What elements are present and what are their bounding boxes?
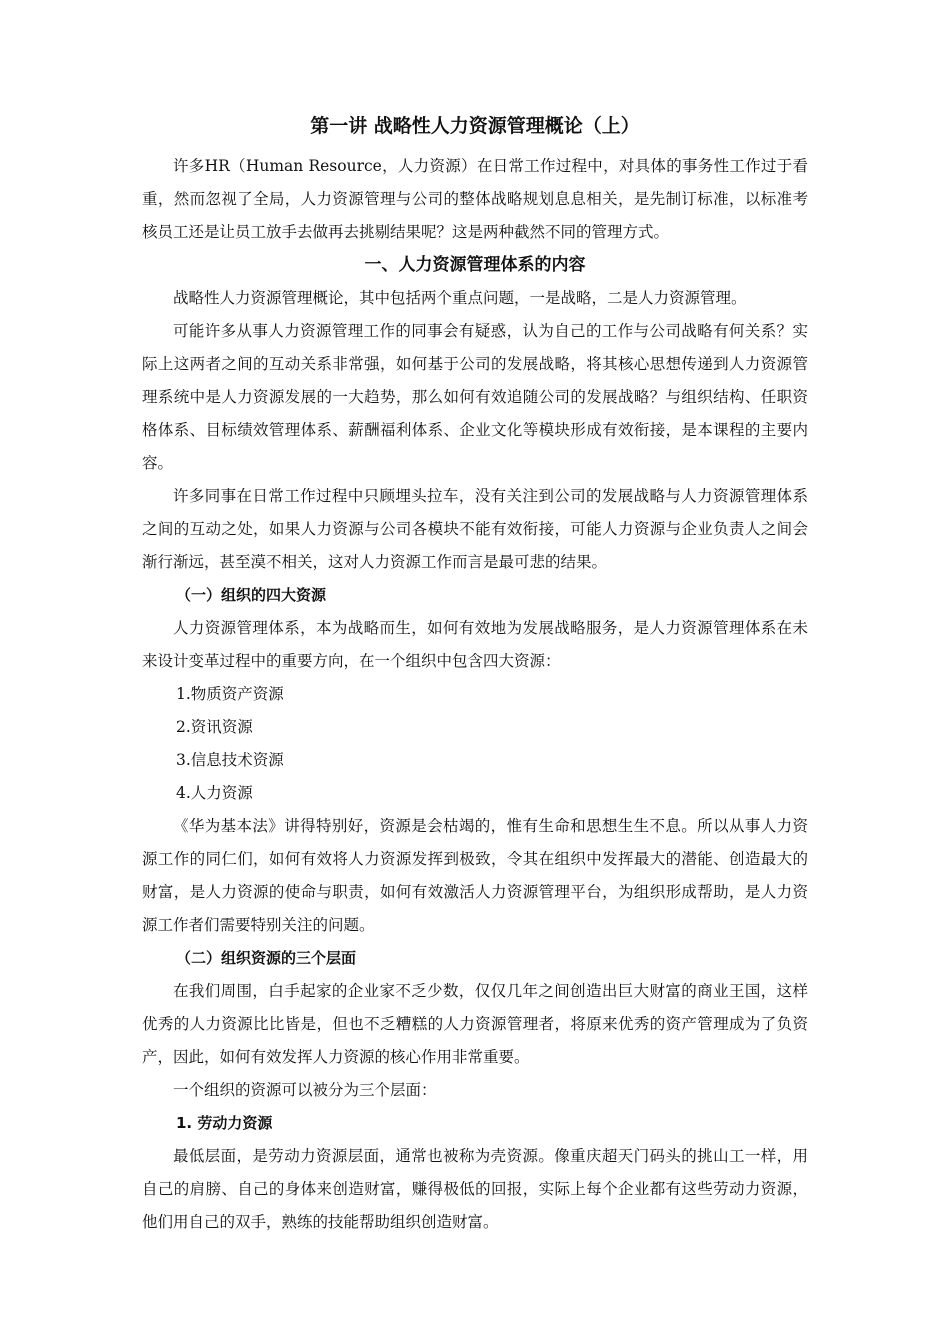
- list-item: 4.人力资源: [176, 784, 253, 802]
- list-item: 1.物质资产资源: [176, 685, 284, 703]
- subheading-four-resources: （一）组织的四大资源: [176, 586, 327, 604]
- document-title: 第一讲 战略性人力资源管理概论（上）: [310, 115, 640, 137]
- paragraph: 战略性人力资源管理概论，其中包括两个重点问题，一是战略，二是人力资源管理。: [173, 289, 747, 307]
- section-heading-1: 一、人力资源管理体系的内容: [364, 255, 586, 275]
- paragraph: 在我们周围，白手起家的企业家不乏少数，仅仅几年之间创造出巨大财富的商业王国，这样优秀的人力资源比比皆是，但也不乏糟糕的人力资源管理者，将原来优秀的资产管理成为了负资产，因此，如何有效发挥人力资源的核心作用非常重要。: [142, 982, 808, 1066]
- intro-paragraph: 许多HR（Human Resource，人力资源）在日常工作过程中，对具体的事务性工作过于看重，然而忽视了全局，人力资源管理与公司的整体战略规划息息相关，是先制订标准，以标准考核员工还是让员工放手去做再去挑剔结果呢？这是两种截然不同的管理方式。: [142, 157, 808, 241]
- paragraph: 可能许多从事人力资源管理工作的同事会有疑惑，认为自己的工作与公司战略有何关系？实际上这两者之间的互动关系非常强，如何基于公司的发展战略，将其核心思想传递到人力资源管理系统中是人力资源发展的一大趋势，那么如何有效追随公司的发展战略？与组织结构、任职资格体系、目标绩效管理体系、薪酬福利体系、企业文化等模块形成有效衔接，是本课程的主要内容。: [142, 322, 808, 472]
- subheading-three-levels: （二）组织资源的三个层面: [176, 949, 357, 967]
- list-item: 3.信息技术资源: [176, 751, 284, 769]
- paragraph: 最低层面，是劳动力资源层面，通常也被称为壳资源。像重庆超天门码头的挑山工一样，用自己的肩膀、自己的身体来创造财富，赚得极低的回报，实际上每个企业都有这些劳动力资源，他们用自己的双手，熟练的技能帮助组织创造财富。: [142, 1147, 808, 1231]
- paragraph: 许多同事在日常工作过程中只顾埋头拉车，没有关注到公司的发展战略与人力资源管理体系之间的互动之处，如果人力资源与公司各模块不能有效衔接，可能人力资源与企业负责人之间会渐行渐远，甚至漠不相关，这对人力资源工作而言是最可悲的结果。: [142, 487, 808, 571]
- paragraph: 一个组织的资源可以被分为三个层面：: [173, 1081, 437, 1099]
- list-item: 2.资讯资源: [176, 718, 253, 736]
- paragraph: 《华为基本法》讲得特别好，资源是会枯竭的，惟有生命和思想生生不息。所以从事人力资源工作的同仁们，如何有效将人力资源发挥到极致，令其在组织中发挥最大的潜能、创造最大的财富，是人力资源的使命与职责，如何有效激活人力资源管理平台，为组织形成帮助，是人力资源工作者们需要特别关注的问题。: [142, 817, 808, 934]
- paragraph: 人力资源管理体系，本为战略而生，如何有效地为发展战略服务，是人力资源管理体系在未来设计变革过程中的重要方向，在一个组织中包含四大资源：: [142, 619, 808, 670]
- subheading-labor-resources: 1. 劳动力资源: [176, 1114, 273, 1132]
